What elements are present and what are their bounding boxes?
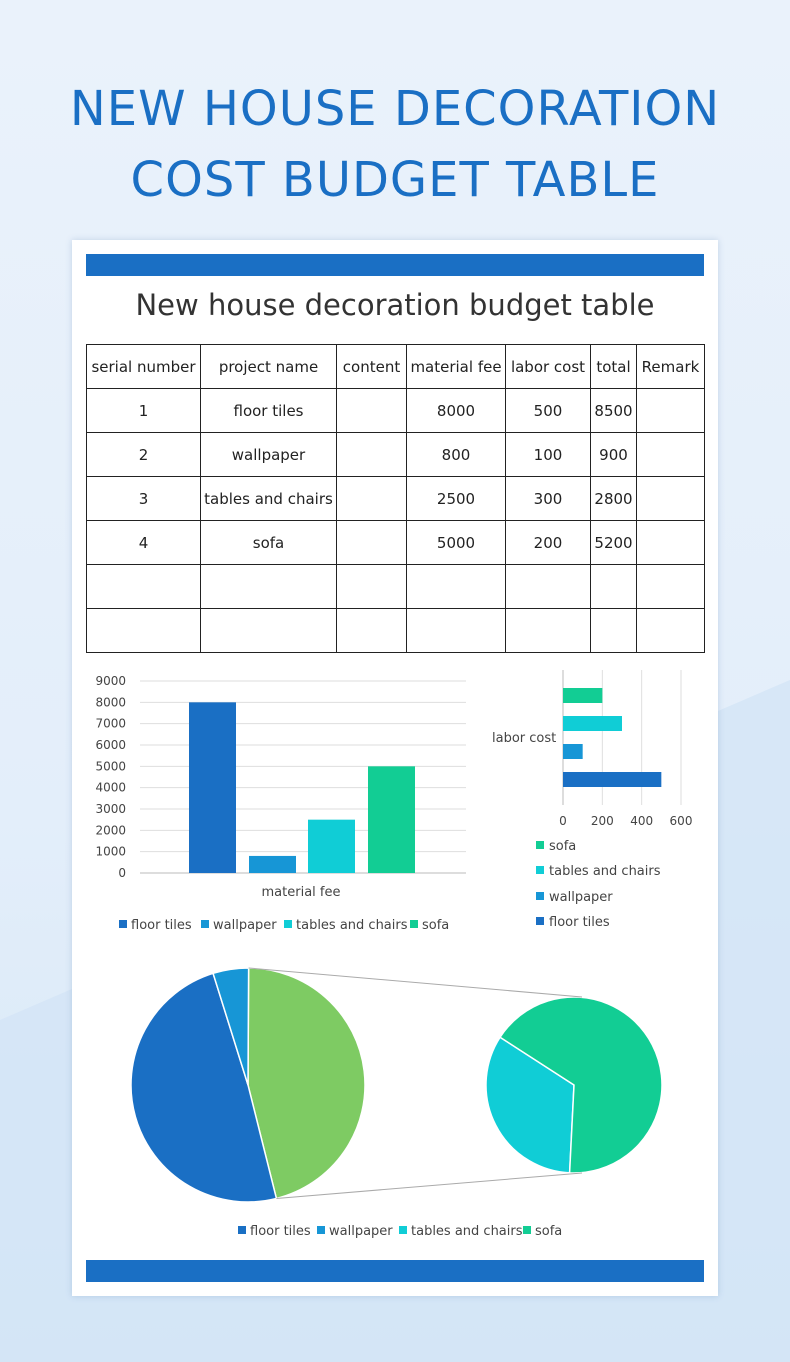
x-tick-label: 200: [590, 814, 614, 828]
x-tick-label: 400: [630, 814, 654, 828]
x-tick-label: 600: [669, 814, 693, 828]
y-tick-label: 6000: [95, 738, 126, 752]
column-header: material fee: [407, 345, 506, 389]
table-cell: 8500: [591, 389, 637, 433]
table-cell: 200: [506, 521, 591, 565]
legend-swatch: [284, 920, 292, 928]
pie-of-pie-chart: [131, 968, 662, 1239]
y-axis-label: labor cost: [492, 731, 557, 746]
legend-label: floor tiles: [131, 918, 192, 933]
table-cell: 2: [87, 433, 201, 477]
column-header: serial number: [87, 345, 201, 389]
legend-label: sofa: [549, 839, 577, 854]
legend-label: sofa: [535, 1224, 563, 1239]
page-title-line-1: NEW HOUSE DECORATION: [69, 81, 721, 137]
x-axis-label: material fee: [261, 885, 341, 900]
y-tick-label: 1000: [95, 844, 126, 859]
table-cell: 1: [87, 389, 201, 433]
table-cell: 3: [87, 477, 201, 521]
column-header: project name: [201, 345, 337, 389]
y-tick-label: 5000: [95, 759, 126, 774]
document-title: New house decoration budget table: [135, 288, 655, 322]
legend-swatch: [536, 866, 544, 874]
legend-label: sofa: [422, 918, 450, 933]
bar-wallpaper: [563, 744, 583, 759]
legend-label: floor tiles: [549, 915, 610, 930]
legend-label: wallpaper: [329, 1224, 393, 1239]
y-tick-label: 8000: [95, 695, 126, 710]
legend-swatch: [201, 920, 209, 928]
y-tick-label: 7000: [95, 716, 126, 731]
table-cell: 8000: [407, 389, 506, 433]
legend-label: wallpaper: [213, 918, 277, 933]
legend-label: tables and chairs: [549, 864, 661, 879]
material-fee-bar-chart: [95, 674, 466, 933]
legend-swatch: [399, 1226, 407, 1234]
table-cell: 900: [591, 433, 637, 477]
table-cell: 800: [407, 433, 506, 477]
labor-cost-bar-chart: [492, 670, 692, 930]
connector-line: [276, 1173, 582, 1198]
y-tick-label: 9000: [95, 674, 126, 688]
legend-swatch: [523, 1226, 531, 1234]
table-cell: floor tiles: [201, 389, 337, 433]
bar-wallpaper: [249, 856, 296, 873]
table-cell: 5000: [407, 521, 506, 565]
table-cell: 500: [506, 389, 591, 433]
x-tick-label: 0: [559, 814, 567, 828]
y-tick-label: 0: [118, 866, 126, 880]
legend-label: wallpaper: [549, 890, 613, 905]
bar-floor-tiles: [563, 772, 661, 787]
table-cell: tables and chairs: [201, 477, 337, 521]
budget-sheet: [72, 240, 718, 1296]
table-cell: 4: [87, 521, 201, 565]
legend-label: tables and chairs: [411, 1224, 523, 1239]
table-cell: 5200: [591, 521, 637, 565]
bar-sofa: [563, 688, 602, 703]
legend-swatch: [119, 920, 127, 928]
legend-swatch: [238, 1226, 246, 1234]
y-tick-label: 3000: [95, 802, 126, 816]
bar-tables-and-chairs: [563, 716, 622, 731]
bar-sofa: [368, 766, 415, 873]
bar-tables-and-chairs: [308, 820, 355, 873]
legend-swatch: [410, 920, 418, 928]
bar-floor-tiles: [189, 702, 236, 873]
legend-label: tables and chairs: [296, 918, 408, 933]
table-cell: wallpaper: [201, 433, 337, 477]
y-tick-label: 4000: [95, 780, 126, 795]
table-cell: 2800: [591, 477, 637, 521]
bottom-accent-bar: [86, 1260, 704, 1282]
page-title-line-2: COST BUDGET TABLE: [130, 152, 660, 208]
charts-area: [72, 240, 718, 1296]
y-tick-label: 2000: [95, 823, 126, 838]
column-header: total: [591, 345, 637, 389]
column-header: content: [337, 345, 407, 389]
legend-swatch: [536, 841, 544, 849]
table-cell: 100: [506, 433, 591, 477]
column-header: Remark: [637, 345, 705, 389]
legend-swatch: [536, 892, 544, 900]
table-cell: sofa: [201, 521, 337, 565]
legend-swatch: [317, 1226, 325, 1234]
table-cell: 2500: [407, 477, 506, 521]
table-cell: 300: [506, 477, 591, 521]
legend-label: floor tiles: [250, 1224, 311, 1239]
legend-swatch: [536, 917, 544, 925]
column-header: labor cost: [506, 345, 591, 389]
